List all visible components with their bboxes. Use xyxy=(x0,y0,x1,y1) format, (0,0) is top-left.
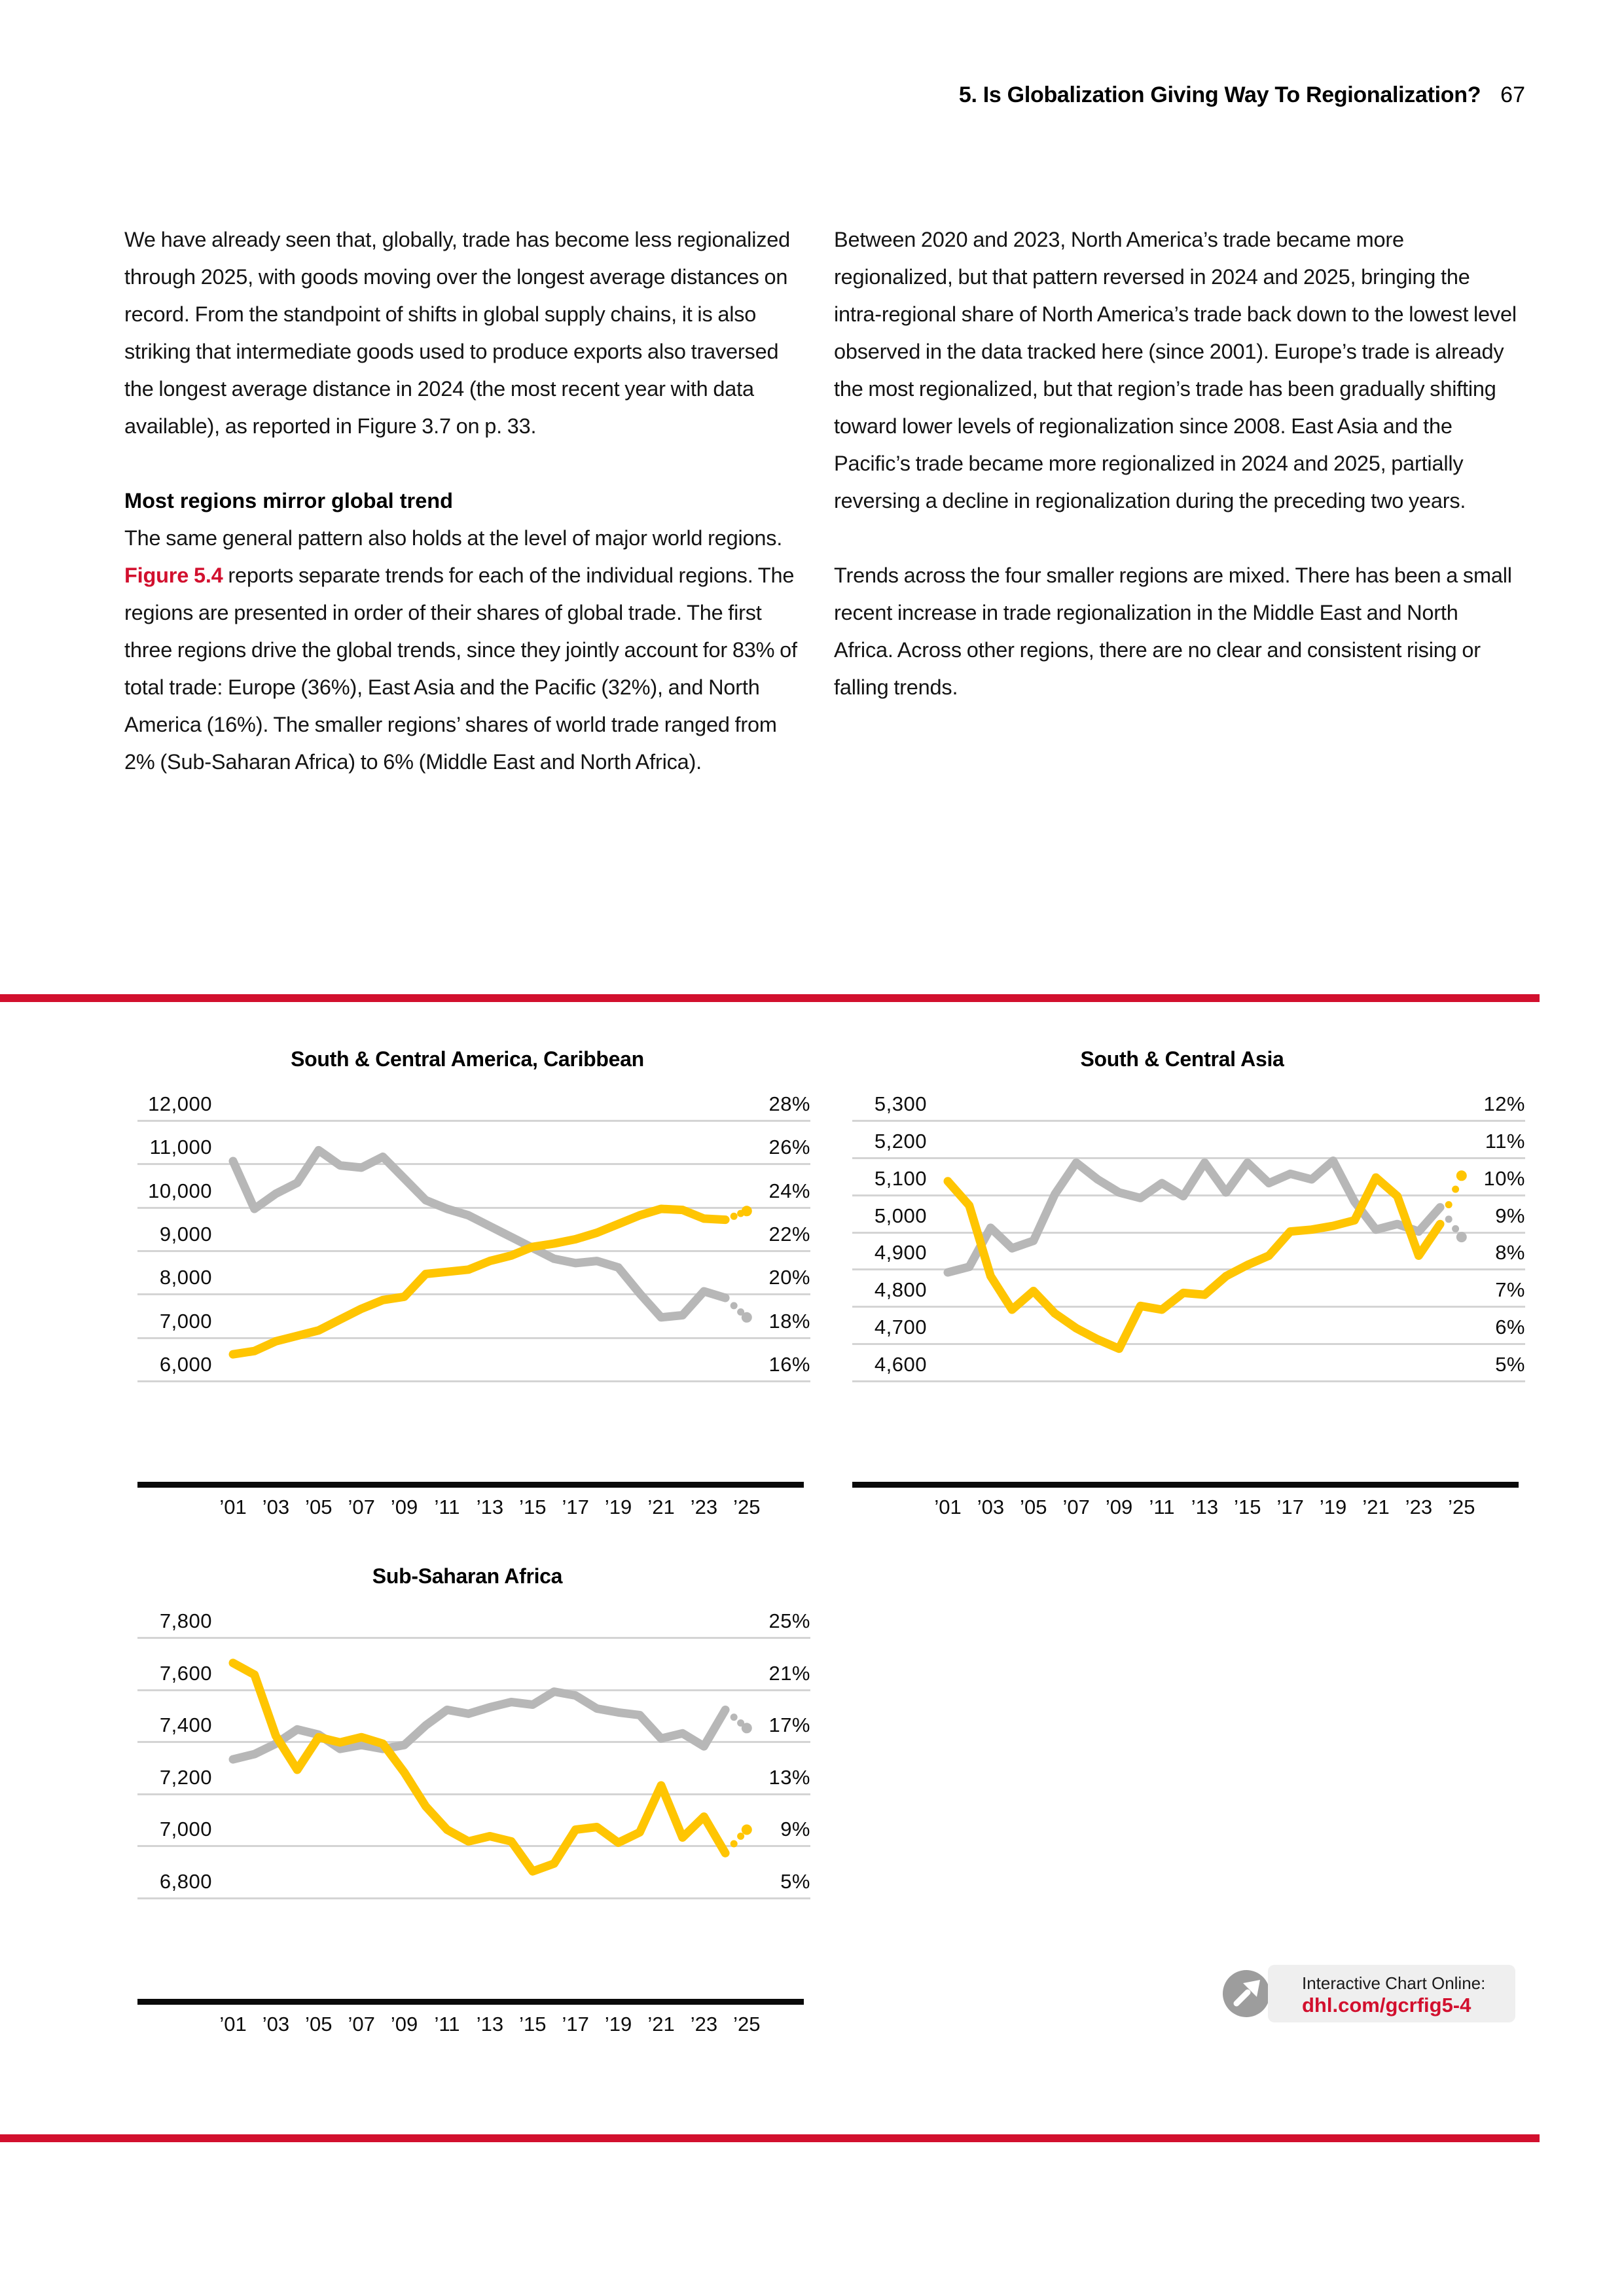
right-axis-label: 25% xyxy=(768,1609,810,1632)
right-axis-label: 24% xyxy=(768,1179,810,1202)
x-tick-label: ’25 xyxy=(1448,1496,1475,1518)
x-tick-label: ’13 xyxy=(476,1496,504,1518)
x-axis-line xyxy=(852,1482,1519,1488)
yellow-line xyxy=(948,1177,1440,1349)
right-axis-label: 22% xyxy=(768,1223,810,1246)
paragraph: Trends across the four smaller regions are mixed. There has been a small recent increase in trade regionalization in the Middle East and North Africa. Across other regions, there are no clear and consistent rising or falling trends. xyxy=(834,564,1512,699)
right-axis-label: 12% xyxy=(1483,1092,1525,1115)
x-tick-label: ’21 xyxy=(647,1496,675,1518)
right-axis-label: 8% xyxy=(1495,1241,1525,1265)
x-axis-line xyxy=(137,1482,804,1488)
yellow-line-forecast-dot xyxy=(1445,1201,1453,1208)
x-tick-label: ’19 xyxy=(604,2013,632,2036)
x-tick-label: ’01 xyxy=(219,2013,247,2036)
x-axis-line xyxy=(137,1999,804,2005)
x-tick-label: ’13 xyxy=(1191,1496,1219,1518)
column-left xyxy=(124,221,810,818)
left-axis-label: 4,600 xyxy=(874,1353,927,1376)
right-axis-label: 17% xyxy=(768,1713,810,1737)
x-tick-label: ’19 xyxy=(1319,1496,1347,1518)
x-tick-label: ’07 xyxy=(1062,1496,1090,1518)
x-tick-label: ’13 xyxy=(476,2013,504,2036)
column-right xyxy=(834,221,1520,818)
x-tick-label: ’15 xyxy=(519,2013,547,2036)
left-axis-label: 5,300 xyxy=(874,1092,927,1115)
left-axis-label: 8,000 xyxy=(159,1266,212,1289)
chart-plot xyxy=(839,1092,1525,1482)
x-axis-ticks xyxy=(124,1488,810,1522)
x-tick-label: ’11 xyxy=(1149,1496,1175,1518)
left-axis-label: 5,000 xyxy=(874,1204,927,1227)
chart-sub-saharan-africa xyxy=(124,1564,810,2039)
x-tick-label: ’21 xyxy=(647,2013,675,2036)
x-tick-label: ’15 xyxy=(519,1496,547,1518)
chart-title: Sub-Saharan Africa xyxy=(372,1564,563,1588)
right-axis-label: 5% xyxy=(1495,1353,1525,1376)
chart-south-central-america-caribbean xyxy=(124,1047,810,1522)
chart-plot xyxy=(124,1092,810,1482)
paragraph-text: reports separate trends for each of the individual regions. The regions are presented in order of their shares of global trade. The first three regions drive the global trends, since they jointly account for 83% of total trade: Europe (36%), East Asia and the Pacific (32%), and North America (16%). The smaller regions’ shares of world trade ranged from 2% (Sub-Saharan Africa) to 6% (Middle East and North Africa). xyxy=(124,564,797,774)
right-axis-label: 11% xyxy=(1485,1129,1525,1153)
yellow-line-forecast-dot xyxy=(742,1206,752,1216)
interactive-arrow-icon xyxy=(1223,1970,1270,2017)
x-tick-label: ’09 xyxy=(390,1496,418,1518)
x-tick-label: ’01 xyxy=(934,1496,962,1518)
x-tick-label: ’25 xyxy=(733,1496,761,1518)
x-tick-label: ’23 xyxy=(690,1496,718,1518)
interactive-chart-label: Interactive Chart Online: xyxy=(1302,1973,1486,1993)
paragraph-text: The same general pattern also holds at the level of major world regions. xyxy=(124,526,783,550)
chart-lines xyxy=(839,1120,1525,1393)
section-rule-bottom xyxy=(0,2134,1540,2142)
chapter-title: 5. Is Globalization Giving Way To Regionalization? xyxy=(958,82,1481,107)
x-tick-label: ’07 xyxy=(348,1496,375,1518)
left-axis-label: 7,000 xyxy=(159,1309,212,1333)
page-header xyxy=(959,82,1525,108)
x-axis-ticks xyxy=(839,1488,1525,1522)
left-axis-label: 6,000 xyxy=(159,1353,212,1376)
right-axis-label: 26% xyxy=(768,1136,810,1159)
right-axis-label: 21% xyxy=(768,1661,810,1685)
x-tick-label: ’03 xyxy=(262,2013,290,2036)
left-axis-label: 5,100 xyxy=(874,1166,927,1190)
x-tick-label: ’11 xyxy=(434,1496,460,1518)
right-axis-label: 7% xyxy=(1495,1278,1525,1302)
x-tick-label: ’09 xyxy=(390,2013,418,2036)
yellow-line-forecast-dot xyxy=(731,1840,738,1848)
x-tick-label: ’05 xyxy=(305,2013,333,2036)
yellow-line xyxy=(233,1663,725,1871)
section-subhead: Most regions mirror global trend xyxy=(124,489,453,512)
yellow-line-forecast-dot xyxy=(737,1833,744,1840)
x-tick-label: ’17 xyxy=(562,1496,589,1518)
yellow-line-forecast-dot xyxy=(1452,1186,1459,1193)
left-axis-label: 4,800 xyxy=(874,1278,927,1302)
x-tick-label: ’11 xyxy=(434,2013,460,2036)
yellow-line-forecast-dot xyxy=(731,1213,738,1220)
yellow-line-forecast-dot xyxy=(742,1825,752,1835)
x-tick-label: ’01 xyxy=(219,1496,247,1518)
interactive-chart-badge xyxy=(1268,1965,1515,2022)
paragraph: Between 2020 and 2023, North America’s trade became more regionalized, but that pattern reversed in 2024 and 2025, bringing the intra-regional share of North America’s trade back down to the lowest level observed in the data tracked here (since 2001). Europe’s trade is already the most regionalized, but that region’s trade has been gradually shifting toward lower levels of regionalization since 2008. East Asia and the Pacific’s trade became more regionalized in 2024 and 2025, partially reversing a decline in regionalization during the preceding two years. xyxy=(834,228,1517,512)
x-tick-label: ’19 xyxy=(604,1496,632,1518)
left-axis-label: 7,800 xyxy=(159,1609,212,1632)
x-tick-label: ’21 xyxy=(1362,1496,1390,1518)
right-axis-label: 13% xyxy=(768,1765,810,1789)
yellow-line xyxy=(233,1209,725,1354)
right-axis-label: 10% xyxy=(1483,1166,1525,1190)
right-axis-label: 6% xyxy=(1495,1316,1525,1339)
gray-line xyxy=(233,1150,725,1317)
right-axis-label: 20% xyxy=(768,1266,810,1289)
right-axis-label: 16% xyxy=(768,1353,810,1376)
left-axis-label: 4,900 xyxy=(874,1241,927,1265)
chart-south-central-asia xyxy=(839,1047,1525,1522)
right-axis-label: 5% xyxy=(780,1870,810,1893)
x-tick-label: ’17 xyxy=(1276,1496,1304,1518)
x-tick-label: ’07 xyxy=(348,2013,375,2036)
x-tick-label: ’05 xyxy=(305,1496,333,1518)
x-tick-label: ’15 xyxy=(1234,1496,1261,1518)
left-axis-label: 10,000 xyxy=(148,1179,212,1202)
article-body xyxy=(124,221,1520,818)
right-axis-label: 18% xyxy=(768,1309,810,1333)
chart-title: South & Central Asia xyxy=(1080,1047,1284,1071)
left-axis-label: 7,600 xyxy=(159,1661,212,1685)
left-axis-label: 4,700 xyxy=(874,1316,927,1339)
left-axis-label: 7,000 xyxy=(159,1818,212,1841)
chart-plot xyxy=(124,1609,810,1999)
paragraph xyxy=(124,520,810,781)
gray-line-forecast-dot xyxy=(731,1302,738,1309)
x-tick-label: ’23 xyxy=(690,2013,718,2036)
section-rule-top xyxy=(0,994,1540,1002)
gray-line-forecast-dot xyxy=(1445,1215,1453,1223)
right-axis-label: 28% xyxy=(768,1092,810,1115)
gray-line-forecast-dot xyxy=(1456,1232,1467,1242)
left-axis-label: 5,200 xyxy=(874,1129,927,1153)
page-number: 67 xyxy=(1500,82,1525,107)
interactive-chart-url[interactable]: dhl.com/gcrfig5-4 xyxy=(1302,1994,1471,2017)
x-tick-label: ’03 xyxy=(977,1496,1005,1518)
left-axis-label: 12,000 xyxy=(148,1092,212,1115)
gray-line-forecast-dot xyxy=(742,1312,752,1323)
right-axis-label: 9% xyxy=(780,1818,810,1841)
gray-line-forecast-dot xyxy=(731,1713,738,1721)
figure-reference-link[interactable]: Figure 5.4 xyxy=(124,564,223,587)
left-axis-label: 9,000 xyxy=(159,1223,212,1246)
yellow-line-forecast-dot xyxy=(1456,1170,1467,1181)
left-axis-label: 7,200 xyxy=(159,1765,212,1789)
x-tick-label: ’25 xyxy=(733,2013,761,2036)
x-tick-label: ’17 xyxy=(562,2013,589,2036)
gray-line-forecast-dot xyxy=(742,1723,752,1733)
paragraph: We have already seen that, globally, trade has become less regionalized through 2025, with goods moving over the longest average distances on record. From the standpoint of shifts in global supply chains, it is also striking that intermediate goods used to produce exports also traversed the longest average distance in 2024 (the most recent year with data available), as reported in Figure 3.7 on p. 33. xyxy=(124,228,791,438)
left-axis-label: 7,400 xyxy=(159,1713,212,1737)
gray-line-forecast-dot xyxy=(1452,1225,1459,1232)
left-axis-label: 6,800 xyxy=(159,1870,212,1893)
right-axis-label: 9% xyxy=(1495,1204,1525,1227)
chart-lines xyxy=(124,1120,810,1393)
x-tick-label: ’09 xyxy=(1105,1496,1133,1518)
chart-lines xyxy=(124,1637,810,1910)
x-tick-label: ’23 xyxy=(1405,1496,1433,1518)
x-axis-ticks xyxy=(124,2005,810,2039)
left-axis-label: 11,000 xyxy=(149,1136,212,1159)
x-tick-label: ’03 xyxy=(262,1496,290,1518)
gray-line xyxy=(948,1161,1440,1273)
x-tick-label: ’05 xyxy=(1020,1496,1047,1518)
chart-title: South & Central America, Caribbean xyxy=(291,1047,644,1071)
